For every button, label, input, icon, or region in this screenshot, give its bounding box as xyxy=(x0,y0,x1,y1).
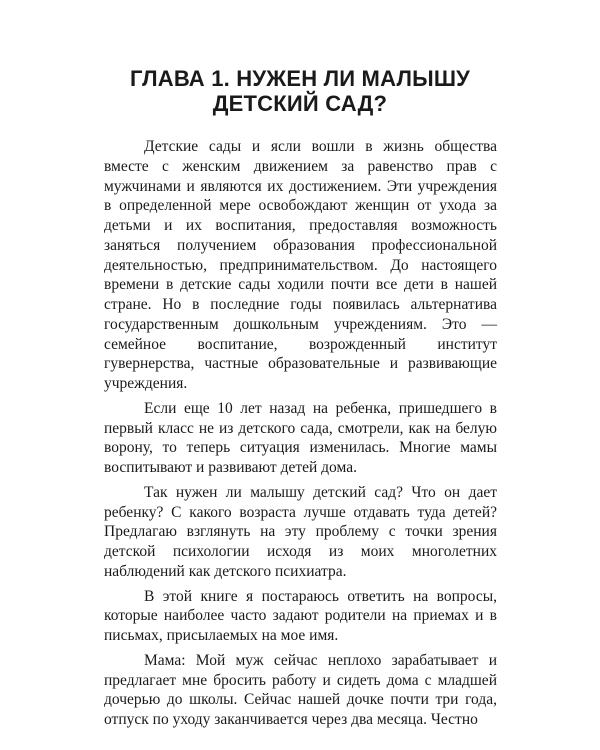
paragraph-2: Если еще 10 лет назад на ребенка, пришедшего в первый класс не из детского сада, смотрели, как на белую ворону, то теперь ситуация изменилась. Многие мамы воспитывают и развивают детей дома. xyxy=(104,399,497,476)
chapter-title-line-1: ГЛАВА 1. НУЖЕН ЛИ МАЛЫШУ xyxy=(129,66,471,91)
paragraph-5: Мама: Мой муж сейчас неплохо зарабатывает и предлагает мне бросить работу и сидеть дома с младшей дочерью до школы. Сейчас нашей дочке почти три года, отпуск по уходу заканчивается через два месяца. Честно xyxy=(104,651,497,728)
chapter-title xyxy=(60,66,540,116)
paragraph-4: В этой книге я постараюсь ответить на вопросы, которые наиболее часто задают родители на приемах и в письмах, присылаемых на мое имя. xyxy=(104,587,497,644)
paragraph-3: Так нужен ли малышу детский сад? Что он дает ребенку? С какого возраста лучше отдавать туда детей? Предлагаю взглянуть на эту проблему с точки зрения детской психологии исходя из моих многолетних наблюдений как детского психиатра. xyxy=(104,483,497,580)
chapter-body xyxy=(104,137,497,730)
paragraph-1: Детские сады и ясли вошли в жизнь общества вместе с женским движением за равенство прав с мужчинами и являются их достижением. Эти учреждения в определенной мере освобождают женщин от ухода за детьми и их воспитания, предоставляя возможность заняться получением образования профессиональной деятельностью, предпринимательством. До настоящего времени в детские сады ходили почти все дети в нашей стране. Но в последние годы появилась альтернатива государственным дошкольным учреждениям. Это — семейное воспитание, возрожденный институт гувернерства, частные образовательные и развивающие учреждения. xyxy=(104,138,497,392)
chapter-title-line-2: ДЕТСКИЙ САД? xyxy=(212,91,388,116)
